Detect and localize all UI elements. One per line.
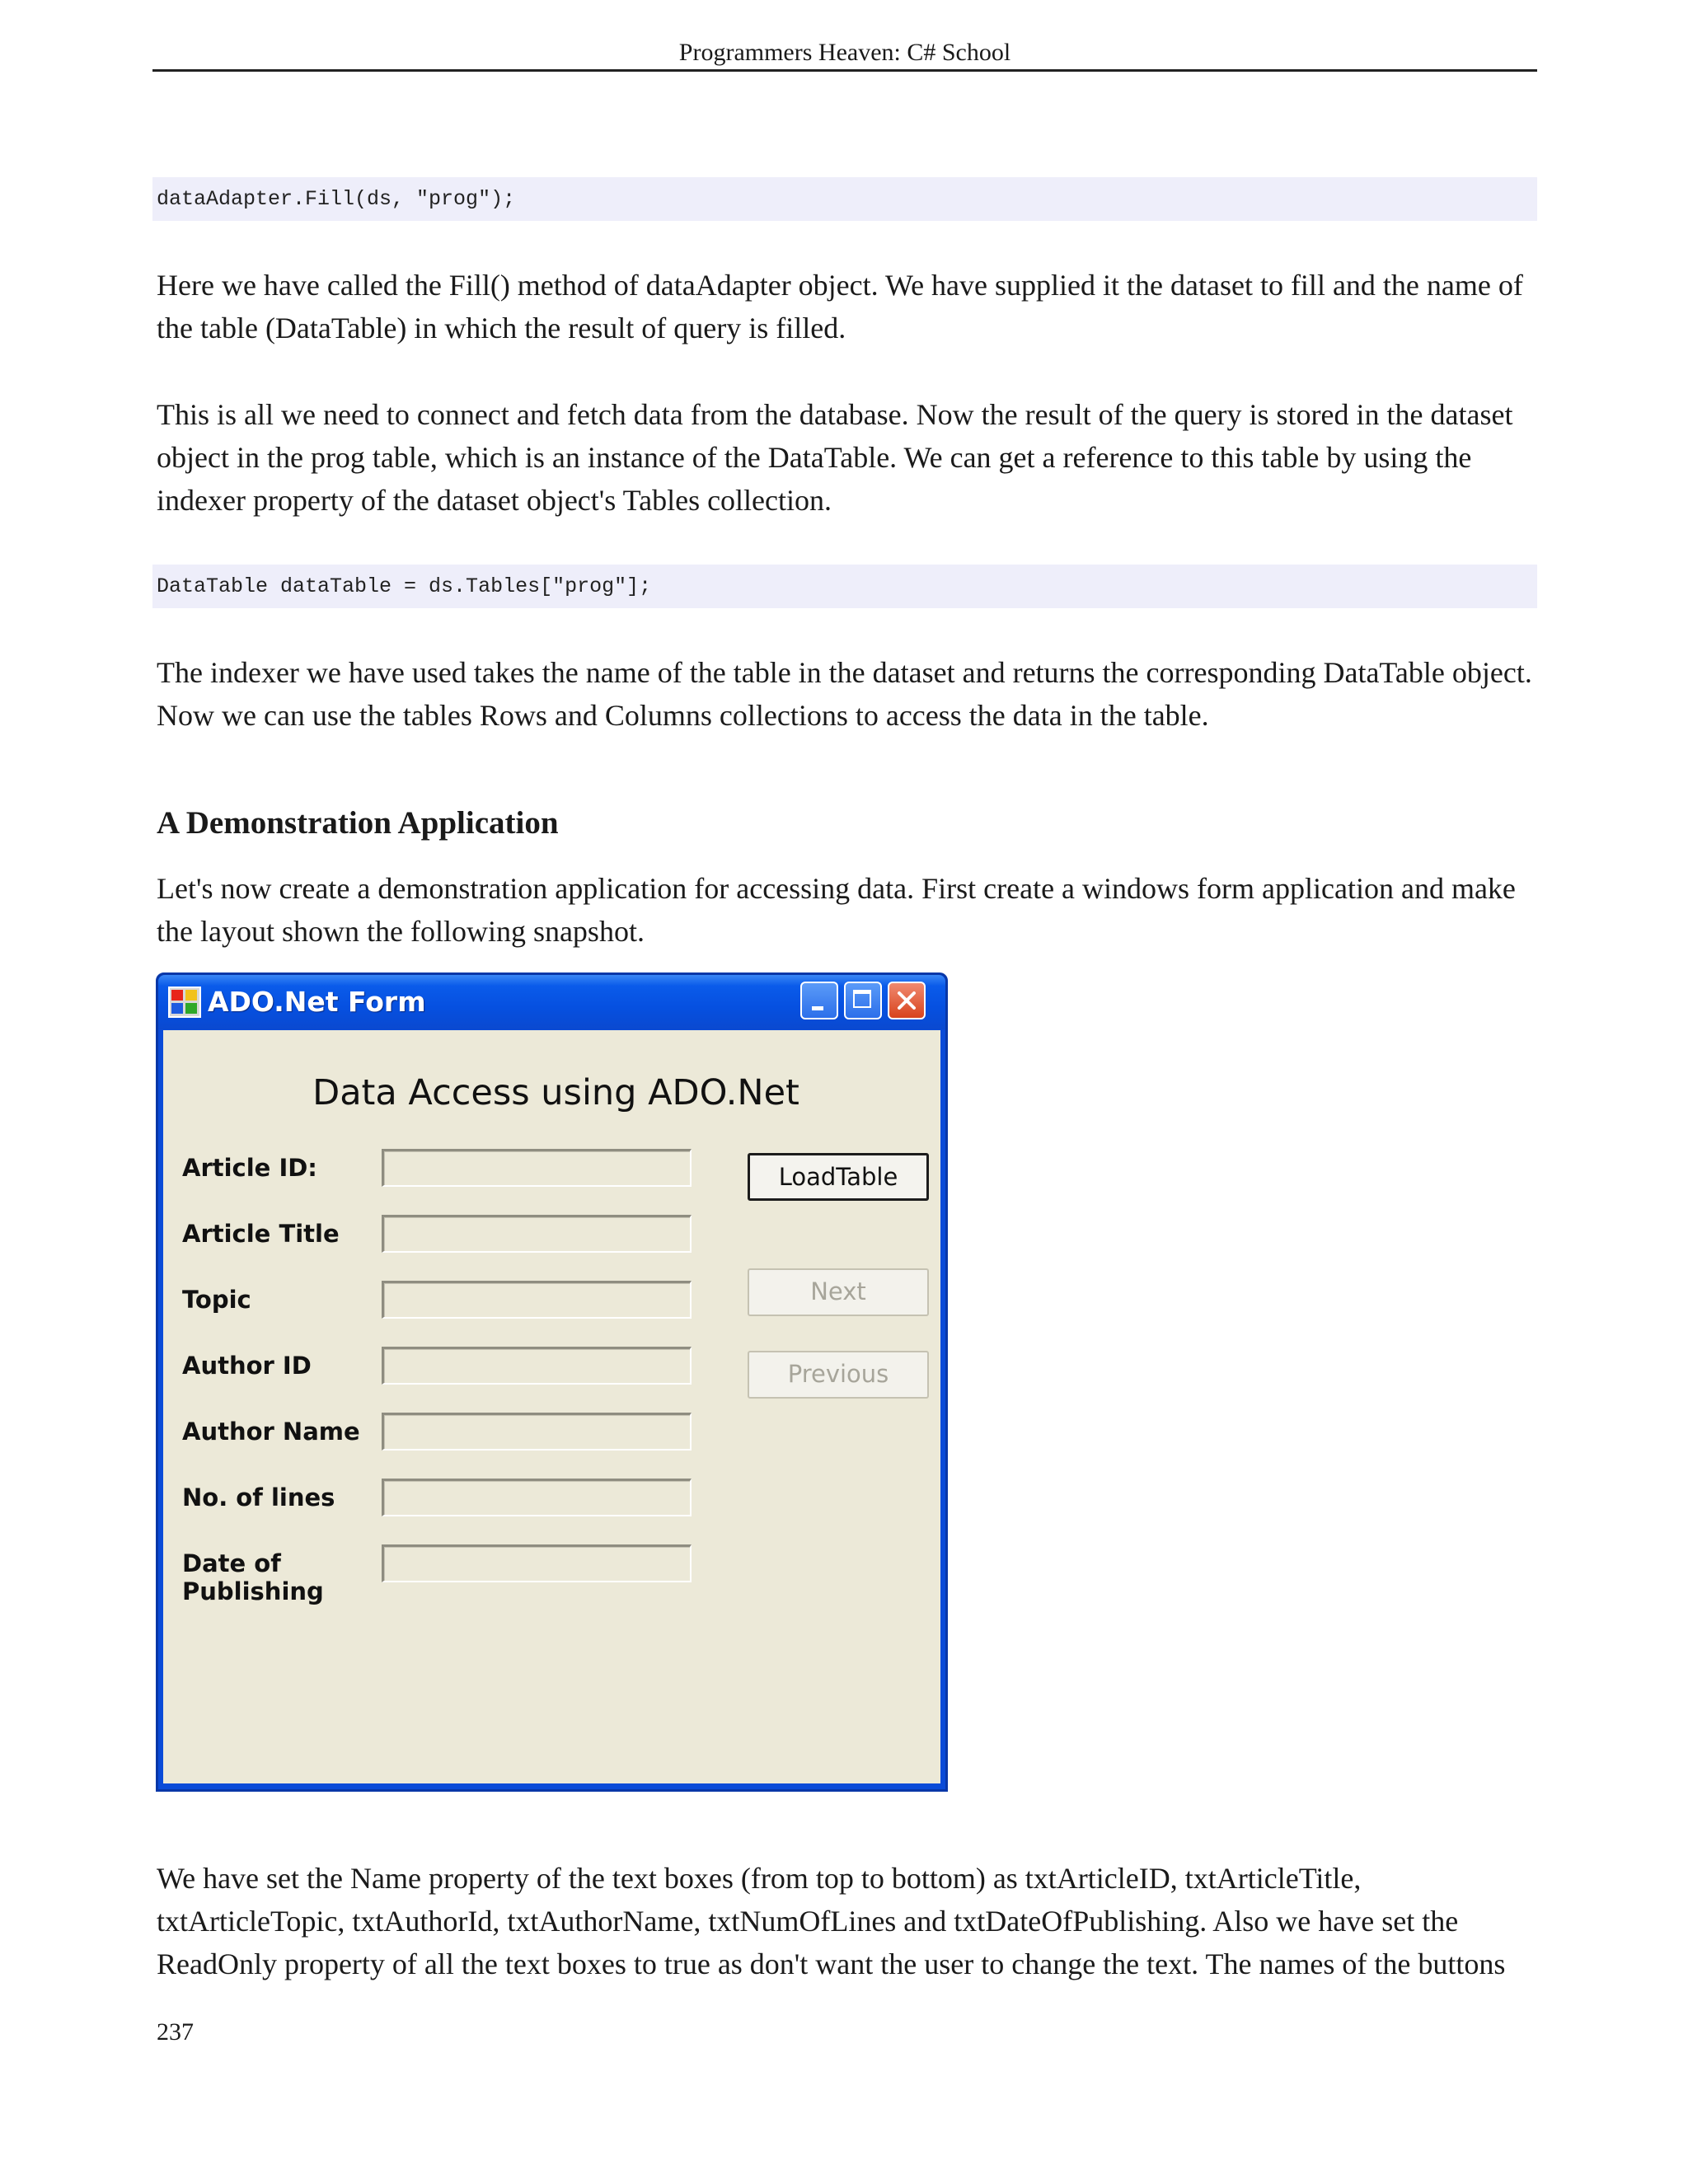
txt-article-title[interactable] [382,1215,692,1253]
running-header: Programmers Heaven: C# School [678,39,1011,66]
txt-article-topic[interactable] [382,1281,692,1319]
close-icon [894,988,919,1013]
form-heading: Data Access using ADO.Net [312,1072,799,1113]
previous-button[interactable]: Previous [748,1351,929,1399]
next-button[interactable]: Next [748,1268,929,1316]
label-no-of-lines: No. of lines [182,1483,335,1511]
txt-date-of-publishing[interactable] [382,1544,692,1582]
minimize-button[interactable] [800,982,838,1019]
form-client-area [163,1030,940,1783]
label-author-id: Author ID [182,1352,312,1380]
label-author-name: Author Name [182,1418,360,1446]
load-table-button[interactable]: LoadTable [748,1153,929,1201]
txt-author-name[interactable] [382,1413,692,1451]
paragraph-textbox-names: We have set the Name property of the text boxes (from top to bottom) as txtArticleID, txtArticleTitle, txtArticleTopic, txtAuthorId, txtAuthorName, txtNumOfLines and txtDateOfPublishing. Also we have set the ReadOnly property of all the text boxes to true as don't want the user to change the text. The names of the buttons [157,1862,1506,1980]
close-button[interactable] [888,982,926,1019]
label-topic: Topic [182,1286,251,1314]
paragraph-fill-explanation: Here we have called the Fill() method of dataAdapter object. We have supplied it the dataset to fill and the name of the table (DataTable) in which the result of query is filled. [157,269,1523,344]
minimize-icon [812,1006,823,1010]
form-app-icon [168,987,201,1018]
maximize-button[interactable] [844,982,882,1019]
txt-num-of-lines[interactable] [382,1479,692,1516]
paragraph-indexer-explanation: The indexer we have used takes the name of the table in the dataset and returns the corresponding DataTable object. Now we can use the tables Rows and Columns collections to access the data in the table. [157,656,1532,732]
paragraph-dataset-explanation: This is all we need to connect and fetch data from the database. Now the result of the query is stored in the dataset object in the prog table, which is an instance of the DataTable. We can get a reference to this table by using the indexer property of the dataset object's Tables collection. [157,398,1513,517]
txt-article-id[interactable] [382,1149,692,1187]
section-heading: A Demonstration Application [157,805,559,841]
page-number: 237 [157,2018,194,2046]
label-article-title: Article Title [182,1220,340,1248]
label-date-of-publishing: Date of Publishing [182,1549,324,1605]
paragraph-demo-intro: Let's now create a demonstration application for accessing data. First create a windows form application and make the layout shown the following snapshot. [157,872,1516,948]
header-rule [152,69,1537,72]
label-article-id: Article ID: [182,1154,317,1182]
txt-author-id[interactable] [382,1347,692,1385]
ado-net-form-window [156,972,948,1792]
code-block-datatable: DataTable dataTable = ds.Tables["prog"]; [152,565,1537,608]
window-title: ADO.Net Form [208,986,426,1018]
maximize-icon [853,990,871,1008]
code-block-fill: dataAdapter.Fill(ds, "prog"); [152,177,1537,221]
window-titlebar [158,975,945,1029]
